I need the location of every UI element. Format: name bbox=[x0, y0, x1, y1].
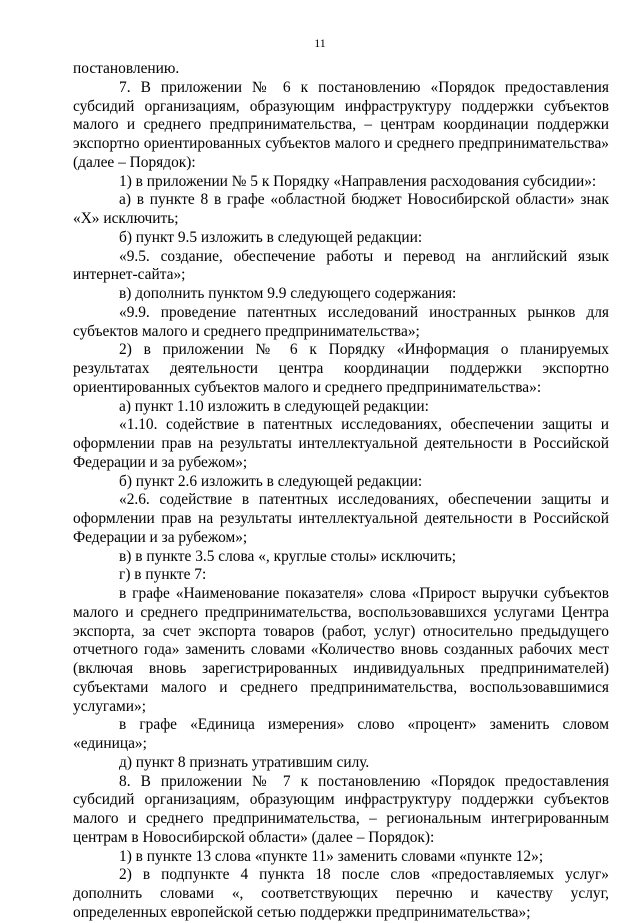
paragraph: 8. В приложении № 7 к постановлению «Порядок предоставления субсидий организациям, образующим инфраструктуру поддержки субъектов малого и среднего предпринимательства, – региональным интегрированным центрам в Новосибирской области» (далее – Порядок): bbox=[73, 772, 609, 846]
paragraph: «9.5. создание, обеспечение работы и перевод на английский язык интернет-сайта»; bbox=[73, 247, 609, 284]
paragraph: а) в пункте 8 в графе «областной бюджет Новосибирской области» знак «Х» исключить; bbox=[73, 191, 609, 227]
paragraph: 1) в пункте 13 слова «пункте 11» заменить словами «пункте 12»; bbox=[119, 847, 544, 865]
paragraph: г) в пункте 7: bbox=[119, 566, 207, 584]
page-number: 11 bbox=[314, 36, 326, 50]
paragraph: постановлению. bbox=[73, 60, 180, 77]
paragraph: 2) в приложении № 6 к Порядку «Информация о планируемых результатах деятельности центра координации поддержки экспортно ориентированных субъектов малого и среднего предпринимательства»: bbox=[73, 341, 609, 396]
paragraph: 2) в подпункте 4 пункта 18 после слов «предоставляемых услуг» дополнить словами «, соответствующих перечню и качеству услуг, определенных европейской сетью поддержки предпринимательства»; bbox=[73, 866, 609, 921]
paragraph: б) пункт 9.5 изложить в следующей редакции: bbox=[119, 228, 423, 246]
paragraph: в) в пункте 3.5 слова «, круглые столы» исключить; bbox=[119, 547, 457, 565]
paragraph: 1) в приложении № 5 к Порядку «Направления расходования субсидии»: bbox=[119, 172, 597, 190]
paragraph: «1.10. содействие в патентных исследованиях, обеспечении защиты и оформлении прав на результаты интеллектуальной деятельности в Российской Федерации и за рубежом»; bbox=[73, 416, 609, 471]
paragraph: а) пункт 1.10 изложить в следующей редакции: bbox=[119, 397, 429, 415]
paragraph: д) пункт 8 признать утратившим силу. bbox=[119, 753, 370, 771]
paragraph: «9.9. проведение патентных исследований иностранных рынков для субъектов малого и среднего предпринимательства»; bbox=[73, 303, 609, 340]
paragraph: в графе «Единица измерения» слово «процент» заменить словом «единица»; bbox=[73, 716, 609, 752]
paragraph: в) дополнить пунктом 9.9 следующего содержания: bbox=[119, 285, 457, 302]
paragraph: в графе «Наименование показателя» слова «Прирост выручки субъектов малого и среднего предпринимательства, воспользовавшихся услугами Центра экспорта, за счет экспорта товаров (работ, услуг) относительно предыдущего отчетного года» заменить словами «Количество вновь созданных рабочих мест (включая вновь зарегистрированных индивидуальных предпринимателей) субъектами малого и среднего предпринимательства, воспользовавшимися услугами»; bbox=[73, 585, 609, 715]
document-body bbox=[73, 60, 609, 923]
paragraph: «2.6. содействие в патентных исследованиях, обеспечении защиты и оформлении прав на результаты интеллектуальной деятельности в Российской Федерации и за рубежом»; bbox=[73, 491, 609, 546]
paragraph: 7. В приложении № 6 к постановлению «Порядок предоставления субсидий организациям, образующим инфраструктуру поддержки субъектов малого и среднего предпринимательства, – центрам координации поддержки экспортно ориентированных субъектов малого и среднего предпринимательства» (далее – Порядок): bbox=[73, 78, 609, 171]
paragraph: б) пункт 2.6 изложить в следующей редакции: bbox=[119, 472, 423, 490]
